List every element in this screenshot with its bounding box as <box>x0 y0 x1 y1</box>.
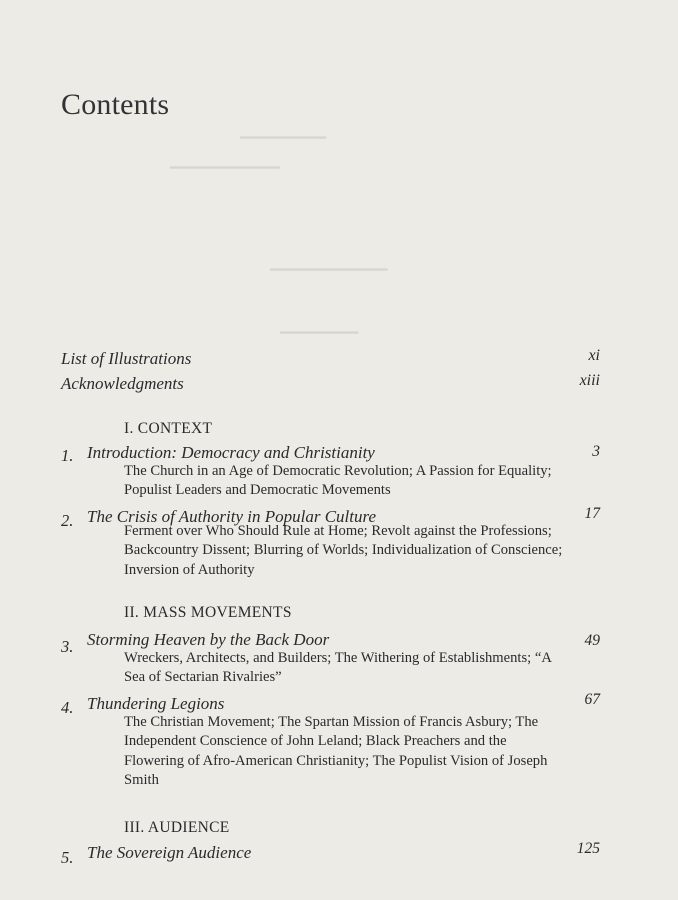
chapter-title: Storming Heaven by the Back Door <box>87 630 330 649</box>
chapter-page: 49 <box>584 632 600 649</box>
chapter-title: The Crisis of Authority in Popular Culture <box>87 507 377 526</box>
front-matter-page: xi <box>588 347 600 364</box>
part-heading: II. MASS MOVEMENTS <box>124 604 292 621</box>
chapter-description: The Church in an Age of Democratic Revolution; A Passion for Equality; Populist Leaders and Democratic Movements <box>124 463 552 499</box>
chapter-description: Ferment over Who Should Rule at Home; Revolt against the Professions; Backcountry Dissent; Blurring of Worlds; Individualization of Conscience; Inversion of Authority <box>124 523 563 578</box>
chapter-page: 125 <box>576 840 600 857</box>
chapter-title: Thundering Legions <box>87 694 225 713</box>
show-through-text: ━━━━━━━━━━━━━━━ <box>270 262 388 277</box>
chapter-title: The Sovereign Audience <box>87 843 252 862</box>
chapter-number: 1. <box>61 446 74 465</box>
chapter-description: The Christian Movement; The Spartan Mission of Francis Asbury; The Independent Conscience of John Leland; Black Preachers and the Flowering of Afro-American Christianity; The Populist Vision of Joseph Smith <box>124 714 548 788</box>
page-title: Contents <box>61 88 170 121</box>
front-matter-label: List of Illustrations <box>61 349 192 368</box>
show-through-text: ━━━━━━━━━━━━━━ <box>170 160 280 175</box>
chapter-number: 2. <box>61 511 74 530</box>
chapter-page: 17 <box>584 505 600 522</box>
show-through-text: ━━━━━━━━━━━ <box>240 130 327 145</box>
chapter-description: Wreckers, Architects, and Builders; The Withering of Establishments; “A Sea of Sectarian Rivalries” <box>124 650 552 686</box>
part-heading: I. CONTEXT <box>124 420 213 437</box>
show-through-text: ━━━━━━━━━━ <box>280 325 359 340</box>
front-matter-page: xiii <box>579 372 600 389</box>
chapter-page: 3 <box>592 443 600 460</box>
chapter-title: Introduction: Democracy and Christianity <box>87 443 375 462</box>
part-heading: III. AUDIENCE <box>124 819 230 836</box>
chapter-number: 5. <box>61 848 74 867</box>
front-matter-label: Acknowledgments <box>61 374 184 393</box>
chapter-page: 67 <box>584 691 600 708</box>
chapter-number: 3. <box>61 637 74 656</box>
chapter-number: 4. <box>61 698 74 717</box>
